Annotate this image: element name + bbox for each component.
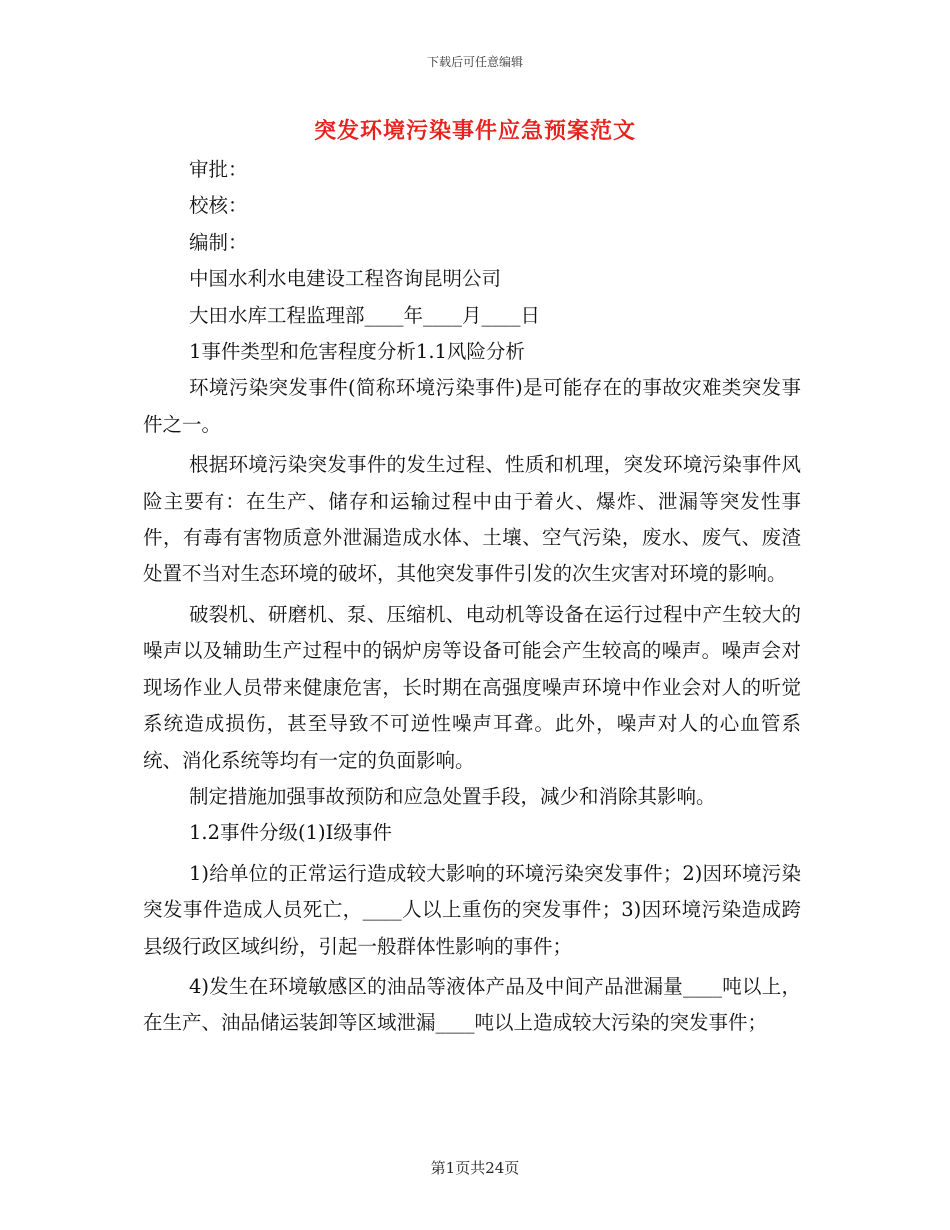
paragraph: 破裂机、研磨机、泵、压缩机、电动机等设备在运行过程中产生较大的噪声以及辅助生产过程中的锅炉房等设备可能会产生较高的噪声。噪声会对现场作业人员带来健康危害，长时期在高强度噪声环境中作业会对人的听觉系统造成损伤，甚至导致不可逆性噪声耳聋。此外，噪声对人的心血管系统、消化系统等均有一定的负面影响。 [143,602,801,772]
paragraph: 1)给单位的正常运行造成较大影响的环境污染突发事件；2)因环境污染突发事件造成人员死亡，____人以上重伤的突发事件；3)因环境污染造成跨县级行政区域纠纷，引起一般群体性影响的事件； [143,861,801,958]
document-body [143,152,801,1042]
paragraph: 根据环境污染突发事件的发生过程、性质和机理，突发环境污染事件风险主要有：在生产、储存和运输过程中由于着火、爆炸、泄漏等突发性事件，有毒有害物质意外泄漏造成水体、土壤、空气污染，废水、废气、废渣处置不当对生态环境的破坏，其他突发事件引发的次生灾害对环境的影响。 [143,453,801,586]
company-line: 中国水利水电建设工程咨询昆明公司 [189,267,502,291]
header-note: 下载后可任意编辑 [426,55,523,69]
paragraph: 4)发生在环境敏感区的油品等液体产品及中间产品泄漏量____吨以上，在生产、油品储运装卸等区域泄漏____吨以上造成较大污染的突发事件； [143,974,801,1035]
compile-line: 编制： [189,230,248,254]
page-number: 第1页共24页 [430,1159,520,1177]
paragraph: 制定措施加强事故预防和应急处置手段，减少和消除其影响。 [189,784,716,808]
department-date-line: 大田水库工程监理部____年____月____日 [189,303,541,327]
review-line: 校核： [189,194,248,218]
paragraph: 环境污染突发事件(简称环境污染事件)是可能存在的事故灾难类突发事件之一。 [143,376,801,436]
document-title: 突发环境污染事件应急预案范文 [313,118,636,144]
section-heading-1: 1事件类型和危害程度分析1.1风险分析 [189,340,525,364]
section-heading-1-2: 1.2事件分级(1)Ⅰ级事件 [189,821,392,845]
approval-line: 审批： [189,158,248,181]
